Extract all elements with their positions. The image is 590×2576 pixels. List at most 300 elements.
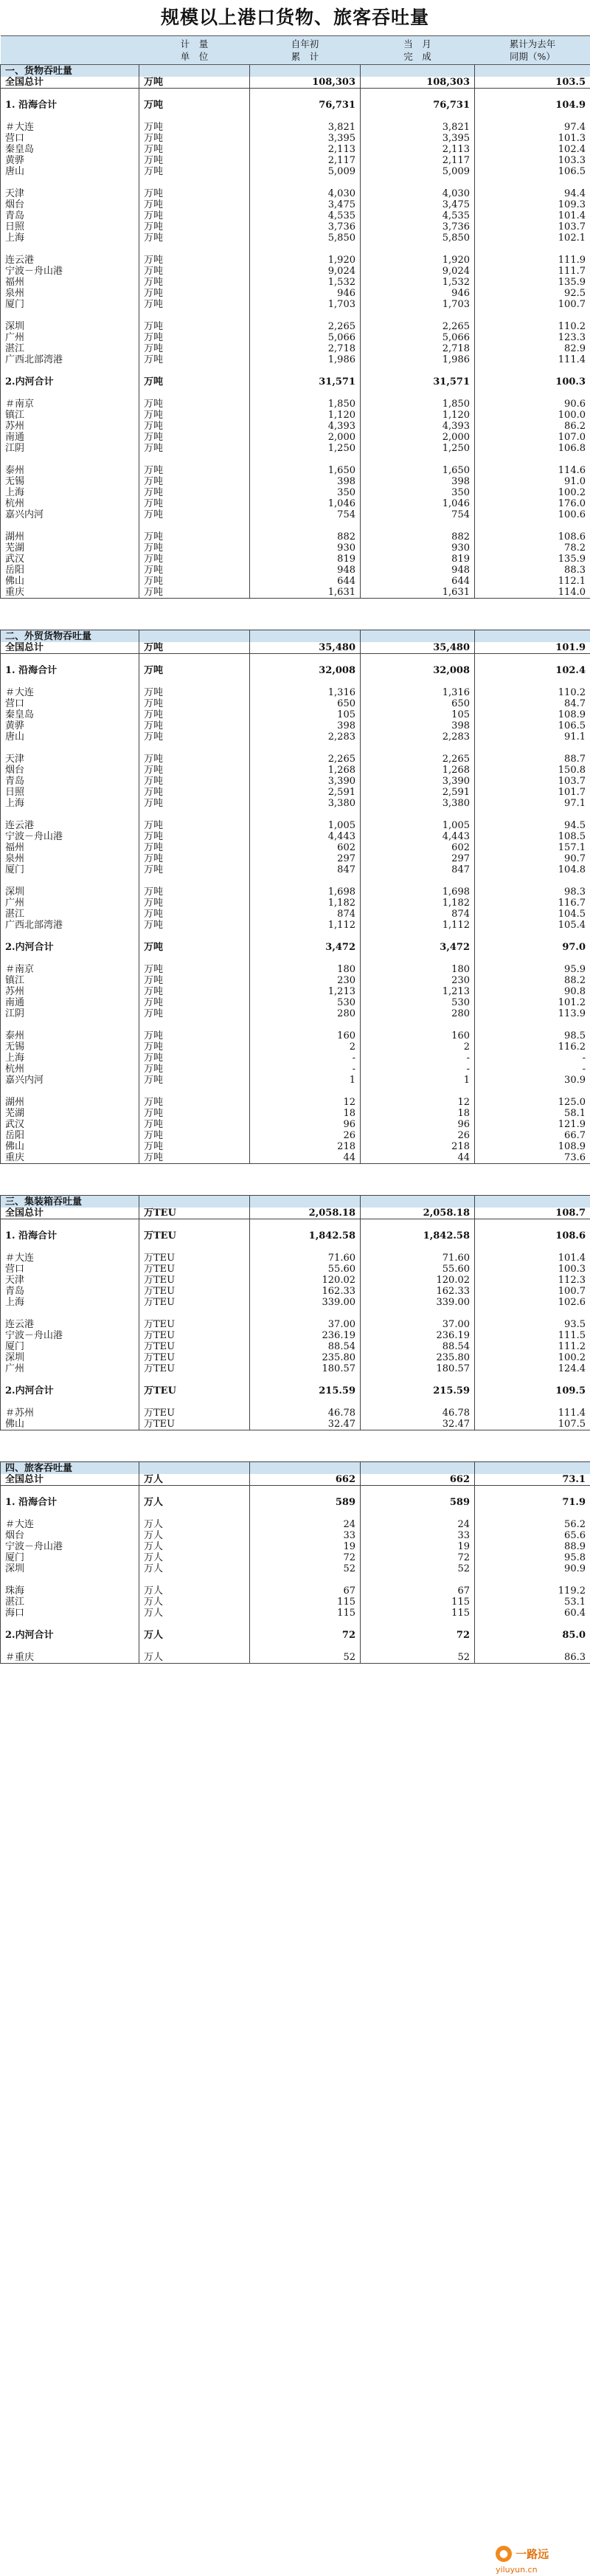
spacer-cell [250,1486,361,1498]
spacer-cell [1,177,139,188]
table-row [1,133,590,144]
month-cell: 88.54 [361,1341,475,1352]
port-name-cell: 岳阳 [1,1130,139,1141]
yoy-cell: 66.7 [475,1130,590,1141]
ytd-cell: 650 [250,698,361,709]
ytd-cell: 930 [250,543,361,554]
ytd-cell: 76,731 [250,100,361,111]
spacer-cell [475,809,590,820]
table-row [1,1552,590,1563]
month-cell: 339.00 [361,1297,475,1308]
table-row [1,1030,590,1041]
spacer-cell [139,953,250,964]
port-name-cell: 苏州 [1,421,139,432]
yoy-cell: 111.5 [475,1330,590,1341]
ytd-cell: 105 [250,709,361,720]
month-cell: 115 [361,1597,475,1608]
port-name-cell: 湛江 [1,343,139,354]
ytd-cell: 1,213 [250,986,361,997]
port-name-cell: 唐山 [1,731,139,743]
yoy-cell: 90.7 [475,853,590,864]
spacer-cell [250,654,361,666]
unit-cell: 万人 [139,1519,250,1530]
ytd-cell: 2 [250,1041,361,1053]
yoy-cell: 100.2 [475,1352,590,1363]
table-row [1,1652,590,1664]
spacer-row [1,310,590,321]
ytd-cell: 46.78 [250,1408,361,1419]
table-row [1,1053,590,1064]
unit-cell: 万吨 [139,321,250,332]
ytd-cell: 32,008 [250,665,361,676]
spacer-cell [139,809,250,820]
table-row [1,188,590,199]
table-row [1,1264,590,1275]
unit-cell: 万吨 [139,1008,250,1019]
table-row [1,1352,590,1363]
month-cell: 1,112 [361,920,475,931]
spacer-cell [361,953,475,964]
month-cell: 930 [361,543,475,554]
spacer-row [1,743,590,754]
spacer-row [1,520,590,531]
spacer-cell [361,1486,475,1498]
ytd-cell: 160 [250,1030,361,1041]
ytd-cell: 1 [250,1075,361,1086]
yoy-cell: 116.2 [475,1041,590,1053]
yoy-cell: 107.5 [475,1419,590,1430]
ytd-cell: 120.02 [250,1275,361,1286]
statistics-tables [0,35,590,1664]
spacer-cell [139,177,250,188]
month-cell: 2,265 [361,754,475,765]
section-header-cell [361,1462,475,1475]
month-cell: 32.47 [361,1419,475,1430]
table-row [1,77,590,89]
ytd-cell: 35,480 [250,642,361,654]
spacer-cell [361,365,475,376]
spacer-cell [361,809,475,820]
spacer-cell [250,520,361,531]
month-cell: 3,390 [361,776,475,787]
yoy-cell: 108.5 [475,831,590,842]
month-cell: 1,842.58 [361,1230,475,1241]
table-row [1,266,590,277]
port-name-cell: 岳阳 [1,565,139,576]
port-name-cell: ＃重庆 [1,1652,139,1664]
table-row [1,376,590,388]
month-cell: 31,571 [361,376,475,388]
table-row [1,343,590,354]
spacer-row [1,1308,590,1319]
month-cell: 52 [361,1652,475,1664]
ytd-cell: 5,066 [250,332,361,343]
month-cell: 589 [361,1497,475,1508]
header-blank [1,36,139,65]
port-name-cell: ＃大连 [1,122,139,133]
logo-icon: ● [496,2546,512,2562]
yoy-cell: 101.4 [475,1253,590,1264]
port-name-cell: 湛江 [1,1597,139,1608]
spacer-row [1,1641,590,1652]
unit-cell: 万TEU [139,1419,250,1430]
port-name-cell: 青岛 [1,776,139,787]
spacer-row [1,1619,590,1630]
spacer-row [1,1374,590,1385]
table-header [1,36,590,65]
month-cell: 120.02 [361,1275,475,1286]
unit-cell: 万吨 [139,376,250,388]
table-row [1,909,590,920]
ytd-cell: 235.80 [250,1352,361,1363]
spacer-cell [361,1219,475,1231]
month-cell: 1,213 [361,986,475,997]
month-cell: 1,182 [361,898,475,909]
unit-cell: 万吨 [139,964,250,975]
month-cell: 3,475 [361,199,475,210]
port-name-cell: 上海 [1,1053,139,1064]
port-name-cell: ＃苏州 [1,1408,139,1419]
section-header-cell [475,65,590,78]
port-name-cell: 深圳 [1,886,139,898]
port-name-cell: 广西北部湾港 [1,354,139,365]
unit-cell: 万吨 [139,432,250,443]
ytd-cell: 1,986 [250,354,361,365]
spacer-cell [475,388,590,399]
month-cell: 1,650 [361,465,475,476]
month-cell: 754 [361,509,475,520]
unit-cell: 万人 [139,1652,250,1664]
yoy-cell: 100.7 [475,1286,590,1297]
unit-cell: 万TEU [139,1408,250,1419]
yoy-cell: 88.7 [475,754,590,765]
month-cell: 644 [361,576,475,587]
yoy-cell: 108.6 [475,1230,590,1241]
month-cell: 3,821 [361,122,475,133]
table-row [1,443,590,454]
spacer-cell [139,365,250,376]
spacer-cell [139,454,250,465]
section-header-cell [475,1462,590,1475]
unit-cell: 万吨 [139,975,250,986]
yoy-cell: 103.7 [475,776,590,787]
yoy-cell: 157.1 [475,842,590,853]
month-cell: - [361,1053,475,1064]
spacer-cell [361,388,475,399]
month-cell: 2,718 [361,343,475,354]
unit-cell: 万吨 [139,997,250,1008]
port-name-cell: 1. 沿海合计 [1,665,139,676]
ytd-cell: 88.54 [250,1341,361,1352]
month-cell: 55.60 [361,1264,475,1275]
spacer-cell [361,1241,475,1253]
yoy-cell: 95.9 [475,964,590,975]
spacer-cell [475,1219,590,1231]
spacer-cell [361,111,475,122]
section-title: 二、外贸货物吞吐量 [1,630,139,643]
spacer-cell [250,931,361,942]
section-table [0,630,590,1164]
ytd-cell: 215.59 [250,1385,361,1397]
port-name-cell: 青岛 [1,1286,139,1297]
header-yoy-line2: 同期（%） [479,50,586,63]
month-cell: 44 [361,1152,475,1164]
yoy-cell: 114.0 [475,587,590,599]
unit-cell: 万吨 [139,864,250,875]
port-name-cell: 泉州 [1,288,139,299]
spacer-cell [361,244,475,255]
port-name-cell: 广西北部湾港 [1,920,139,931]
table-row [1,687,590,698]
spacer-cell [1,1219,139,1231]
port-name-cell: 日照 [1,787,139,798]
yoy-cell: 113.9 [475,1008,590,1019]
port-name-cell: 唐山 [1,166,139,177]
header-month-line2: 完 成 [365,50,471,63]
spacer-cell [139,654,250,666]
table-row [1,531,590,543]
ytd-cell: 230 [250,975,361,986]
port-name-cell: 营口 [1,1264,139,1275]
ytd-cell: 1,112 [250,920,361,931]
spacer-cell [361,1508,475,1519]
port-name-cell: 连云港 [1,1319,139,1330]
yoy-cell: - [475,1053,590,1064]
table-row [1,1608,590,1619]
unit-cell: 万吨 [139,709,250,720]
yoy-cell: 110.2 [475,321,590,332]
yoy-cell: 101.7 [475,787,590,798]
table-row [1,842,590,853]
spacer-cell [139,875,250,886]
ytd-cell: 1,182 [250,898,361,909]
unit-cell: 万吨 [139,255,250,266]
table-row [1,1541,590,1552]
section-table [0,35,590,599]
header-ytd-line1: 自年初 [254,38,356,50]
table-row [1,1419,590,1430]
yoy-cell: 112.1 [475,576,590,587]
month-cell: 180 [361,964,475,975]
port-name-cell: 上海 [1,487,139,498]
spacer-cell [475,365,590,376]
spacer-cell [475,743,590,754]
month-cell: 350 [361,487,475,498]
table-row [1,421,590,432]
month-cell: 398 [361,720,475,731]
ytd-cell: 1,698 [250,886,361,898]
unit-cell: 万TEU [139,1352,250,1363]
yoy-cell: 30.9 [475,1075,590,1086]
yoy-cell: 101.3 [475,133,590,144]
port-name-cell: 深圳 [1,1563,139,1574]
yoy-cell: 108.7 [475,1208,590,1219]
table-row [1,576,590,587]
table-row [1,920,590,931]
table-row [1,698,590,709]
spacer-cell [1,454,139,465]
port-name-cell: 广州 [1,898,139,909]
spacer-cell [250,1241,361,1253]
spacer-cell [250,676,361,687]
port-name-cell: ＃南京 [1,964,139,975]
port-name-cell: 全国总计 [1,1208,139,1219]
unit-cell: 万TEU [139,1253,250,1264]
yoy-cell: 111.4 [475,354,590,365]
port-name-cell: 深圳 [1,321,139,332]
yoy-cell: 71.9 [475,1497,590,1508]
ytd-cell: 280 [250,1008,361,1019]
port-name-cell: 天津 [1,188,139,199]
yoy-cell: 92.5 [475,288,590,299]
watermark-text-en: yiluyun.cn [496,2565,538,2575]
section-header-cell [250,630,361,643]
yoy-cell: 56.2 [475,1519,590,1530]
port-name-cell: 福州 [1,842,139,853]
table-row [1,288,590,299]
unit-cell: 万吨 [139,166,250,177]
table-row [1,1075,590,1086]
ytd-cell: 115 [250,1608,361,1619]
port-name-cell: 营口 [1,698,139,709]
ytd-cell: 31,571 [250,376,361,388]
month-cell: 160 [361,1030,475,1041]
spacer-cell [1,953,139,964]
spacer-cell [475,953,590,964]
spacer-cell [139,1641,250,1652]
spacer-row [1,111,590,122]
table-row [1,864,590,875]
ytd-cell: 1,120 [250,410,361,421]
port-name-cell: 烟台 [1,765,139,776]
ytd-cell: 3,475 [250,199,361,210]
port-name-cell: 无锡 [1,1041,139,1053]
ytd-cell: 236.19 [250,1330,361,1341]
port-name-cell: 广州 [1,332,139,343]
month-cell: 67 [361,1585,475,1597]
section-title: 四、旅客吞吐量 [1,1462,139,1475]
yoy-cell: 95.8 [475,1552,590,1563]
table-row [1,543,590,554]
month-cell: 1,316 [361,687,475,698]
table-row [1,1253,590,1264]
table-row [1,255,590,266]
yoy-cell: 104.9 [475,100,590,111]
ytd-cell: 2,117 [250,155,361,166]
month-cell: 3,395 [361,133,475,144]
spacer-cell [361,676,475,687]
unit-cell: 万吨 [139,277,250,288]
spacer-row [1,454,590,465]
month-cell: 297 [361,853,475,864]
ytd-cell: 71.60 [250,1253,361,1264]
yoy-cell: 88.3 [475,565,590,576]
spacer-row [1,388,590,399]
port-name-cell: 江阴 [1,1008,139,1019]
yoy-cell: 53.1 [475,1597,590,1608]
ytd-cell: 115 [250,1597,361,1608]
yoy-cell: 135.9 [475,277,590,288]
yoy-cell: 107.0 [475,432,590,443]
port-name-cell: 1. 沿海合计 [1,1497,139,1508]
ytd-cell: 4,030 [250,188,361,199]
yoy-cell: 114.6 [475,465,590,476]
table-row [1,709,590,720]
spacer-cell [475,1486,590,1498]
unit-cell: 万人 [139,1497,250,1508]
yoy-cell: 103.7 [475,221,590,233]
port-name-cell: 芜湖 [1,1108,139,1119]
table-row [1,1563,590,1574]
table-row [1,432,590,443]
spacer-cell [1,654,139,666]
yoy-cell: 65.6 [475,1530,590,1541]
spacer-cell [361,1308,475,1319]
spacer-cell [139,931,250,942]
table-row [1,642,590,654]
port-name-cell: 天津 [1,754,139,765]
header-ytd [250,36,361,65]
month-cell: 1,631 [361,587,475,599]
yoy-cell: 100.3 [475,1264,590,1275]
spacer-cell [1,1508,139,1519]
spacer-cell [361,520,475,531]
table-row [1,1064,590,1075]
yoy-cell: 121.9 [475,1119,590,1130]
spacer-cell [1,520,139,531]
month-cell: 1,046 [361,498,475,509]
unit-cell: 万吨 [139,831,250,842]
unit-cell: 万吨 [139,898,250,909]
port-name-cell: 重庆 [1,1152,139,1164]
month-cell: 218 [361,1141,475,1152]
port-name-cell: 连云港 [1,255,139,266]
spacer-cell [475,1374,590,1385]
table-row [1,221,590,233]
unit-cell: 万吨 [139,754,250,765]
table-row [1,199,590,210]
ytd-cell: 339.00 [250,1297,361,1308]
month-cell: 3,736 [361,221,475,233]
port-name-cell: 烟台 [1,199,139,210]
table-row [1,1363,590,1374]
ytd-cell: 2,265 [250,321,361,332]
month-cell: 72 [361,1552,475,1563]
yoy-cell: 109.3 [475,199,590,210]
yoy-cell: 86.3 [475,1652,590,1664]
month-cell: 2,591 [361,787,475,798]
spacer-row [1,953,590,964]
table-row [1,554,590,565]
spacer-cell [1,365,139,376]
spacer-cell [139,1486,250,1498]
port-name-cell: 厦门 [1,864,139,875]
spacer-cell [475,89,590,100]
month-cell: 5,066 [361,332,475,343]
unit-cell: 万吨 [139,1041,250,1053]
ytd-cell: 946 [250,288,361,299]
port-name-cell: 厦门 [1,299,139,310]
port-name-cell: 1. 沿海合计 [1,1230,139,1241]
port-name-cell: 黄骅 [1,155,139,166]
ytd-cell: 882 [250,531,361,543]
table-row [1,1530,590,1541]
yoy-cell: 101.9 [475,642,590,654]
port-name-cell: 重庆 [1,587,139,599]
yoy-cell: 102.4 [475,144,590,155]
unit-cell: 万吨 [139,720,250,731]
month-cell: 24 [361,1519,475,1530]
